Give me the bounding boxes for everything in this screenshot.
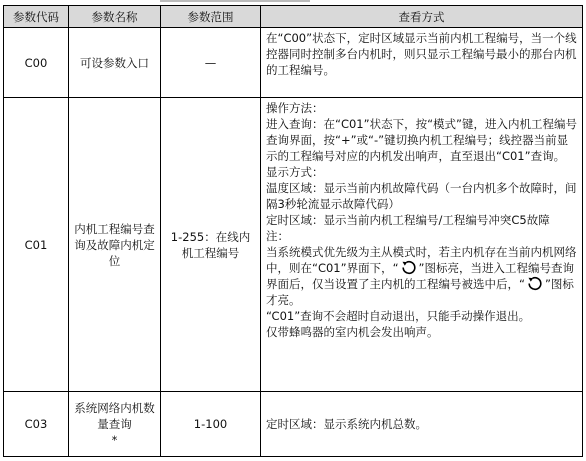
cell-range: 1-100: [161, 392, 261, 457]
cell-method: [261, 98, 583, 392]
footnote-mark: *: [111, 433, 118, 447]
table-row-c03: [4, 392, 583, 457]
cell-name-text: 系统网络内机数量查询: [74, 401, 155, 431]
header-code: 参数代码: [4, 6, 69, 28]
note-text-c: ”图标才亮。: [266, 277, 574, 307]
cell-code: C00: [4, 28, 69, 98]
cell-name: 内机工程编号查询及故障内机定位: [69, 98, 161, 392]
parameter-table: [3, 5, 583, 457]
display-heading: 显示方式：: [266, 165, 324, 179]
top-clipped-line: [160, 0, 310, 3]
display-timer-area: 定时区域：显示当前内机工程编号/工程编号冲突C5故障: [266, 213, 550, 227]
note-text-b: ”图标亮，当进入工程编号查询界面后，仅当设置了主内机的工程编号被选中后，“: [266, 261, 575, 291]
method-enter-query: 进入查询：在“C01”状态下，按“模式”键，进入内机工程编号查询界面，按“+”或“-”键切换内机工程编号；线控器当前显示的工程编号对应的内机发出响声，直至退出“C01”查询。: [266, 117, 577, 163]
header-range: 参数范围: [161, 6, 261, 28]
note-heading: 注：: [266, 229, 289, 243]
method-heading: 操作方法：: [266, 101, 324, 115]
master-unit-icon: [526, 276, 544, 291]
table-row-c01: [4, 98, 583, 392]
note-no-timeout: “C01”查询不会超时自动退出，只能手动操作退出。: [266, 309, 531, 323]
master-unit-icon: [400, 260, 418, 275]
cell-method: 定时区域：显示系统内机总数。: [261, 392, 583, 457]
cell-code: C03: [4, 392, 69, 457]
table-row-c00: [4, 28, 583, 98]
cell-name: 可设参数入口: [69, 28, 161, 98]
cell-method: 在“C00”状态下，定时区域显示当前内机工程编号，当一个线控器同时控制多台内机时，则只显示工程编号最小的那台内机的工程编号。: [261, 28, 583, 98]
header-method: 查看方式: [261, 6, 583, 28]
cell-name: [69, 392, 161, 457]
note-master-mode: [266, 244, 577, 308]
header-name: 参数名称: [69, 6, 161, 28]
cell-range: 1-255：在线内机工程编号: [161, 98, 261, 392]
display-temperature-area: 温度区域：显示当前内机故障代码（一台内机多个故障时，间隔3秒轮流显示故障代码）: [266, 181, 577, 211]
cell-code: C01: [4, 98, 69, 392]
note-buzzer: 仅带蜂鸣器的室内机会发出响声。: [266, 325, 439, 339]
note-text-a: 当系统模式优先级为主从模式时，若主内机存在当前内机网络中，则在“C01”界面下，“: [266, 245, 577, 275]
cell-range: —: [161, 28, 261, 98]
table-header-row: [4, 6, 583, 28]
